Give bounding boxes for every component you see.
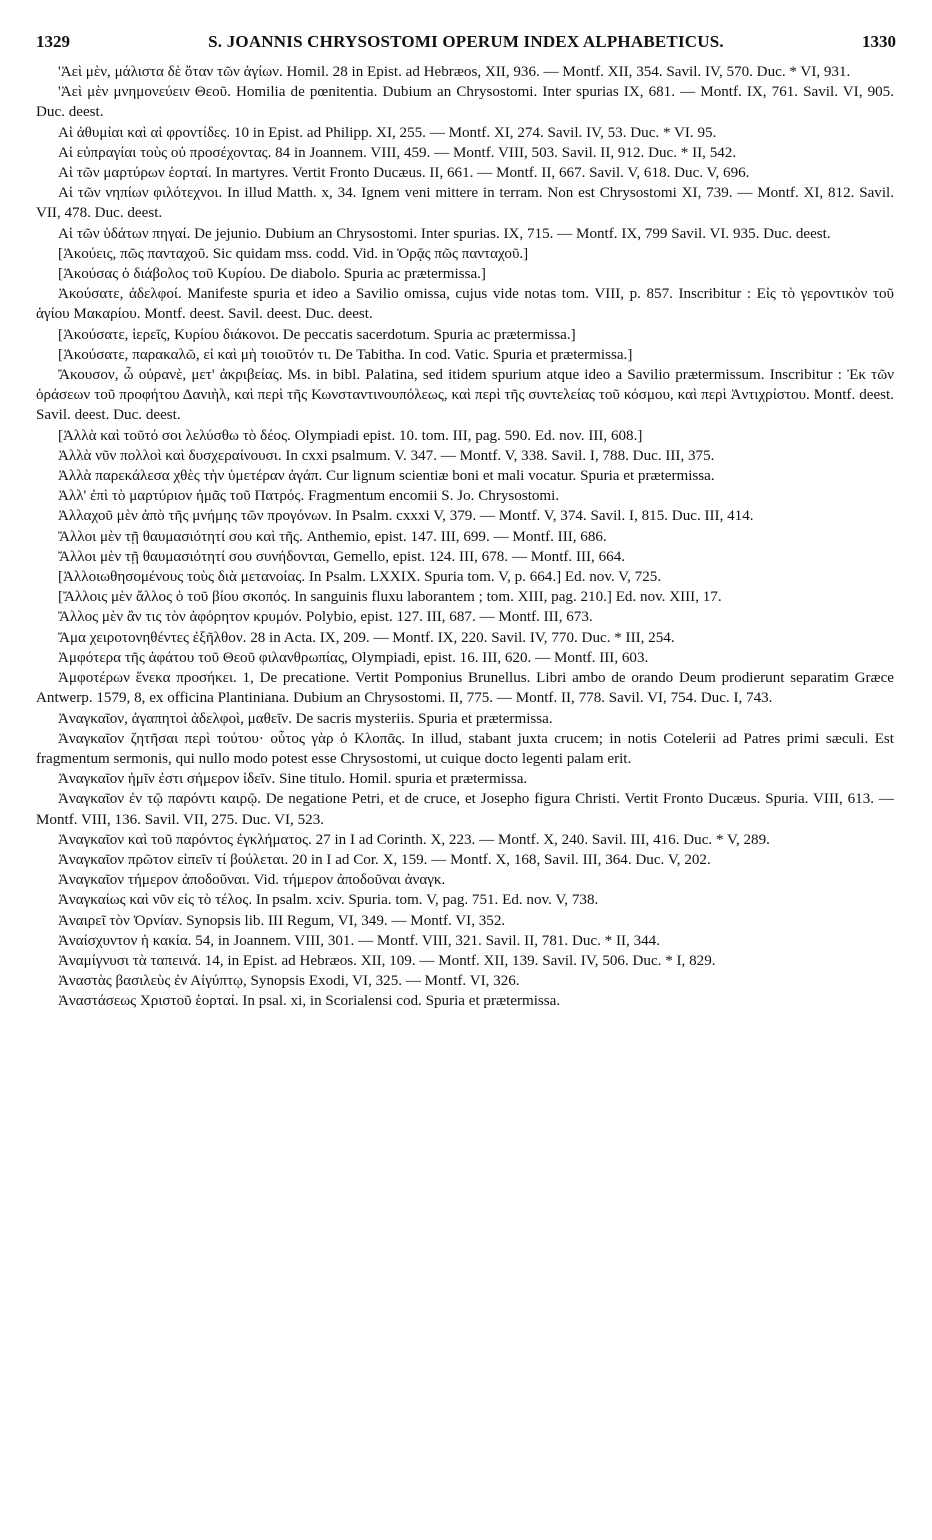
index-entry: [Ἀλλὰ καὶ τοῦτό σοι λελύσθω τὸ δέος. Olympiadi epist. 10. tom. III, pag. 590. Ed. nov. III, 608.] [58,427,643,444]
index-entry: Ἄλλος μὲν ἂν τις τὸν ἀφόρητον κρυμόν. Polybio, epist. 127. III, 687. — Montf. III, 673. [58,609,593,626]
index-entry: Ἀκούσατε, ἀδελφοί. Manifeste spuria et ideo a Savilio omissa, cujus vide notas tom. VIII, p. 857. Inscribitur : Εἰς τὸ γεροντικὸν τοῦ ἁγίου Μακαρίου. Montf. deest. Savil. deest. Duc. deest. [36,286,894,323]
index-entry: Αἱ τῶν νηπίων φιλότεχνοι. In illud Matth. x, 34. Ignem veni mittere in terram. Non est Chrysostomi XI, 739. — Montf. XI, 812. Savil. VII, 478. Duc. deest. [36,185,894,222]
index-entry: Ἄκουσον, ὦ οὐρανὲ, μετ' ἀκριβείας. Ms. in bibl. Palatina, sed itidem spurium atque ideo a Savilio prætermissum. Inscribitur : Ἐκ τῶν ὁράσεων τοῦ προφήτου Δανιὴλ, καὶ περὶ τῆς Κωνσταντινουπόλεως, καὶ περὶ τῆς συντελείας τοῦ κόσμου, καὶ περὶ Ἀντιχρίστου. Montf. deest. Savil. deest. Duc. deest. [36,367,894,424]
index-entry: [Ἀκούεις, πῶς πανταχοῦ. Sic quidam mss. codd. Vid. in Ὁρᾷς πῶς πανταχοῦ.] [58,245,529,262]
index-entry: Ἀμφοτέρων ἕνεκα προσήκει. 1, De precatione. Vertit Pomponius Brunellus. Libri ambo de orando Deum prodierunt separatim Græce Antwerp. 1579, 8, ex officina Plantiniana. Dubium an Chrysostomi. II, 775. — Montf. II, 778. Savil. VI, 754. Duc. I, 743. [36,670,894,707]
index-entry: Ἀναγκαῖον ἡμῖν ἐστι σήμερον ἰδεῖν. Sine titulo. Homil. spuria et prætermissa. [58,771,528,788]
index-entry: Αἱ εὐπραγίαι τοὺς οὐ προσέχοντας. 84 in Joannem. VIII, 459. — Montf. VIII, 503. Savil. II, 912. Duc. * II, 542. [58,144,737,161]
index-entry: 'Ἀεὶ μὲν, μάλιστα δὲ ὅταν τῶν ἁγίων. Homil. 28 in Epist. ad Hebræos, XII, 936. — Montf. XII, 354. Savil. IV, 570. Duc. * VI, 931. [58,64,851,80]
index-entry: Ἀναγκαῖον ζητῆσαι περὶ τούτου· οὗτος γὰρ ὁ Κλοπᾶς. In illud, stabant juxta crucem; in notis Cotelerii ad Patres primi sæculi. Est fragmentum sermonis, qui nullo modo potest esse Chrysostomi, ut cuique docto legenti palam erit. [36,730,894,767]
index-entry: Ἀναγκαῖον καὶ τοῦ παρόντος ἐγκλήματος. 27 in I ad Corinth. X, 223. — Montf. X, 240. Savil. III, 416. Duc. * V, 289. [58,831,770,848]
index-entry: Ἄλλοι μὲν τῇ θαυμασιότητί σου συνήδονται, Gemello, epist. 124. III, 678. — Montf. III, 664. [58,548,626,565]
index-entry: Ἀναγκαίως καὶ νῦν εἰς τὸ τέλος. In psalm. xciv. Spuria. tom. V, pag. 751. Ed. nov. V, 738. [58,892,599,909]
index-entry: [Ἀκούσας ὁ διάβολος τοῦ Κυρίου. De diabolo. Spuria ac prætermissa.] [58,266,486,283]
index-entry: Ἀναγκαῖον, ἀγαπητοὶ ἀδελφοὶ, μαθεῖν. De sacris mysteriis. Spuria et prætermissa. [58,710,553,727]
running-header [36,32,896,56]
index-entry: Ἀναίσχυντον ἡ κακία. 54, in Joannem. VIII, 301. — Montf. VIII, 321. Savil. II, 781. Duc. * II, 344. [58,932,660,949]
index-entry: Ἀναστάσεως Χριστοῦ ἑορταί. In psal. xi, in Scorialensi cod. Spuria et prætermissa. [58,993,561,1010]
index-entry: Αἱ ἀθυμίαι καὶ αἱ φροντίδες. 10 in Epist. ad Philipp. XI, 255. — Montf. XI, 274. Savil. IV, 53. Duc. * VI. 95. [58,124,717,141]
index-entry: Ἀλλ' ἐπὶ τὸ μαρτύριον ἡμᾶς τοῦ Πατρός. Fragmentum encomii S. Jo. Chrysostomi. [58,488,560,505]
index-entry: Ἀναμίγνυσι τὰ ταπεινά. 14, in Epist. ad Hebræos. XII, 109. — Montf. XII, 139. Savil. IV, 506. Duc. * I, 829. [58,952,716,969]
index-entry: Ἀλλαχοῦ μὲν ἀπὸ τῆς μνήμης τῶν προγόνων. In Psalm. cxxxi V, 379. — Montf. V, 374. Savil. I, 815. Duc. III, 414. [58,508,754,525]
index-entry: Ἀλλὰ νῦν πολλοὶ καὶ δυσχεραίνουσι. In cxxi psalmum. V. 347. — Montf. V, 338. Savil. I, 788. Duc. III, 375. [58,447,715,464]
index-entry: Αἱ τῶν μαρτύρων ἑορταί. In martyres. Vertit Fronto Ducæus. II, 661. — Montf. II, 667. Savil. V, 618. Duc. V, 696. [58,165,750,182]
index-entry: Ἀναγκαῖον ἐν τῷ παρόντι καιρῷ. De negatione Petri, et de cruce, et Josepho figura Christi. Vertit Fronto Ducæus. Spuria. VIII, 613. — Montf. VIII, 136. Savil. VII, 275. Duc. VI, 523. [36,791,894,828]
index-entry: Ἀναιρεῖ τὸν Ὀρνίαν. Synopsis lib. III Regum, VI, 349. — Montf. VI, 352. [58,912,506,929]
page-number-right: 1330 [861,32,896,51]
index-entry: [Ἀλλοιωθησομένους τοὺς διὰ μετανοίας. In Psalm. LXXIX. Spuria tom. V, p. 664.] Ed. nov. V, 725. [58,569,662,586]
index-entry: Αἱ τῶν ὑδάτων πηγαί. De jejunio. Dubium an Chrysostomi. Inter spurias. IX, 715. — Montf. IX, 799 Savil. VI. 935. Duc. deest. [58,225,831,242]
index-entry: Ἀναγκαῖον πρῶτον εἰπεῖν τί βούλεται. 20 in I ad Cor. X, 159. — Montf. X, 168, Savil. III, 364. Duc. V, 202. [58,851,711,868]
page-title: S. JOANNIS CHRYSOSTOMI OPERUM INDEX ALPHABETICUS. [208,32,724,51]
page-number-left: 1329 [36,32,70,51]
index-entry: Ἅμα χειροτονηθέντες ἐξῆλθον. 28 in Acta. IX, 209. — Montf. IX, 220. Savil. IV, 770. Duc. * III, 254. [58,629,675,646]
index-entry: [Ἄλλοις μὲν ἄλλος ὁ τοῦ βίου σκοπός. In sanguinis fluxu laborantem ; tom. XIII, pag. 210.] Ed. nov. XIII, 17. [58,589,722,606]
index-entry: Ἄλλοι μὲν τῇ θαυμασιότητί σου καὶ τῆς. Anthemio, epist. 147. III, 699. — Montf. III, 686. [58,528,607,545]
index-entry: [Ἀκούσατε, ἱερεῖς, Κυρίου διάκονοι. De peccatis sacerdotum. Spuria ac prætermissa.] [58,326,576,343]
index-entry: Ἀναγκαῖον τήμερον ἀποδοῦναι. Vid. τήμερον ἀποδοῦναι ἀναγκ. [58,872,446,889]
index-entry: Ἀναστὰς βασιλεὺς ἐν Αἰγύπτῳ, Synopsis Exodi, VI, 325. — Montf. VI, 326. [58,973,520,990]
index-entry: Ἀλλὰ παρεκάλεσα χθὲς τὴν ὑμετέραν ἀγάπ. Cur lignum scientiæ boni et mali vocatur. Spuria et prætermissa. [58,468,715,485]
index-entry: Ἀμφότερα τῆς ἀφάτου τοῦ Θεοῦ φιλανθρωπίας, Olympiadi, epist. 16. III, 620. — Montf. III, 603. [58,649,649,666]
index-entry: [Ἀκούσατε, παρακαλῶ, εἰ καὶ μὴ τοιοῦτόν τι. De Tabitha. In cod. Vatic. Spuria et prætermissa.] [58,346,633,363]
index-entry: 'Ἀεὶ μὲν μνημονεύειν Θεοῦ. Homilia de pœnitentia. Dubium an Chrysostomi. Inter spurias IX, 681. — Montf. IX, 761. Savil. VI, 905. Duc. deest. [36,84,894,121]
index-entries [36,62,894,1012]
